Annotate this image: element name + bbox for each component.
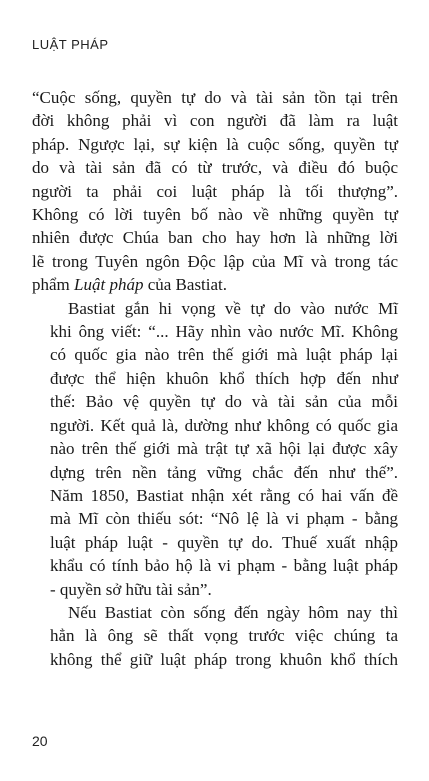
text-line: không thể giữ luật pháp trong khuôn khổ thích xyxy=(50,649,398,669)
body-text xyxy=(32,86,398,671)
text-line: Bastiat gắn hi vọng về tự do vào nước Mĩ xyxy=(68,298,398,318)
text-line: hẳn là ông sẽ thất vọng trước việc chúng ta xyxy=(50,626,398,646)
text-line: dựng trên nền tảng vững chắc đến như thế”. xyxy=(50,462,398,482)
text-line: người. Kết quả là, dường như không có quốc gia xyxy=(50,415,398,435)
book-title: Luật pháp xyxy=(74,275,144,295)
text-line: “Cuộc sống, quyền tự do và tài sản tồn tại trên xyxy=(32,88,398,107)
text-line: do và tài sản đã có từ trước, và điều đó buộc xyxy=(32,158,398,178)
text-line: - quyền sở hữu tài sản”. xyxy=(50,579,212,599)
text-line: nhiên được Chúa ban cho hay hơn là những lời xyxy=(32,228,398,248)
text-line: Năm 1850, Bastiat nhận xét rằng có hai vấn đề xyxy=(50,485,398,505)
running-head: LUẬT PHÁP xyxy=(32,37,109,52)
paragraph-1 xyxy=(32,86,398,297)
paragraph-3 xyxy=(32,601,398,671)
text-line: nào trên thế giới mà trật tự xã hội lại được xây xyxy=(50,439,398,459)
text-line: có quốc gia nào trên thế giới mà luật pháp lại xyxy=(50,345,398,365)
text-line: lẽ trong Tuyên ngôn Độc lập của Mĩ và trong tác xyxy=(32,251,398,271)
text-line: khẩu có tính bảo hộ là vi phạm - bằng luật pháp xyxy=(50,556,398,576)
text-line: phẩm Luật pháp của Bastiat. xyxy=(32,275,228,295)
text-line: Nếu Bastiat còn sống đến ngày hôm nay thì xyxy=(68,602,398,622)
text-line: Không có lời tuyên bố nào về những quyền tự xyxy=(32,205,398,225)
text-line: khi ông viết: “... Hãy nhìn vào nước Mĩ. Không xyxy=(50,322,398,342)
text-line: được thể hiện khuôn khổ thích hợp đến như xyxy=(50,368,398,388)
text-line: đời không phải vì con người đã làm ra luật xyxy=(32,111,398,131)
paragraph-2 xyxy=(32,297,398,601)
text-line: luật pháp luật - quyền tự do. Thuế xuất nhập xyxy=(50,532,398,552)
text-line: mà Mĩ còn thiếu sót: “Nô lệ là vi phạm - bằng xyxy=(50,509,398,529)
text-line: người ta phải coi luật pháp là tối thượng”. xyxy=(32,181,398,201)
text-line: thế: Bảo vệ quyền tự do và tài sản của mỗi xyxy=(50,392,398,412)
text-line: pháp. Ngược lại, sự kiện là cuộc sống, quyền tự xyxy=(32,134,398,154)
page-number: 20 xyxy=(32,733,48,749)
